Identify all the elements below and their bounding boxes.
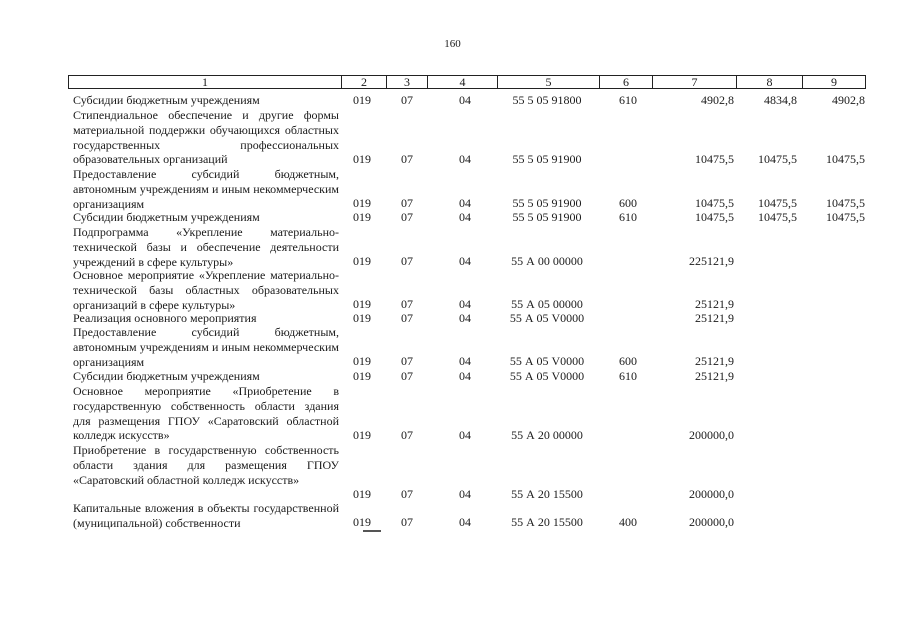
cell-subsection: 04 (459, 196, 471, 210)
cell-subsection: 04 (459, 487, 471, 501)
cell-amount-col7: 200000,0 (689, 487, 734, 501)
cell-amount-col9: 10475,5 (826, 196, 865, 210)
page-number: 160 (444, 38, 461, 50)
cell-expense-type: 400 (619, 515, 637, 529)
header-col-8: 8 (736, 76, 802, 88)
row-name: Капитальные вложения в объекты государственной (муниципальной) собственности (73, 501, 339, 530)
cell-amount-col8: 10475,5 (758, 196, 797, 210)
cell-ministry: 019 (353, 297, 371, 311)
cell-section: 07 (401, 428, 413, 442)
cell-target-code: 55 5 05 91900 (512, 210, 582, 224)
cell-target-code: 55 А 05 00000 (511, 297, 583, 311)
cell-expense-type: 600 (619, 354, 637, 368)
cell-subsection: 04 (459, 515, 471, 529)
header-col-9: 9 (802, 76, 865, 88)
cell-section: 07 (401, 311, 413, 325)
cell-amount-col9: 10475,5 (826, 152, 865, 166)
cell-ministry: 019 (353, 196, 371, 210)
underline-mark (363, 530, 381, 532)
cell-ministry: 019 (353, 93, 371, 107)
row-name: Основное мероприятие «Приобретение в государственную собственность области здания для размещения ГПОУ «Саратовский областной колледж искусств» (73, 384, 339, 443)
cell-subsection: 04 (459, 354, 471, 368)
header-col-2: 2 (341, 76, 386, 88)
cell-amount-col7: 25121,9 (695, 354, 734, 368)
cell-section: 07 (401, 210, 413, 224)
cell-section: 07 (401, 354, 413, 368)
cell-amount-col7: 25121,9 (695, 311, 734, 325)
cell-amount-col7: 25121,9 (695, 297, 734, 311)
cell-ministry: 019 (353, 515, 371, 529)
cell-target-code: 55 5 05 91900 (512, 196, 582, 210)
cell-subsection: 04 (459, 428, 471, 442)
cell-subsection: 04 (459, 311, 471, 325)
cell-ministry: 019 (353, 354, 371, 368)
cell-section: 07 (401, 93, 413, 107)
cell-expense-type: 610 (619, 210, 637, 224)
row-name: Субсидии бюджетным учреждениям (73, 93, 260, 107)
header-col-7: 7 (652, 76, 736, 88)
row-name: Субсидии бюджетным учреждениям (73, 369, 260, 383)
cell-target-code: 55 А 05 V0000 (509, 311, 585, 325)
cell-target-code: 55 А 20 00000 (511, 428, 583, 442)
header-col-1: 1 (202, 75, 208, 89)
cell-section: 07 (401, 369, 413, 383)
cell-amount-col9: 10475,5 (826, 210, 865, 224)
cell-ministry: 019 (353, 428, 371, 442)
cell-amount-col8: 10475,5 (758, 152, 797, 166)
header-col-5: 5 (497, 76, 599, 88)
cell-subsection: 04 (459, 297, 471, 311)
cell-ministry: 019 (353, 210, 371, 224)
cell-ministry: 019 (353, 487, 371, 501)
cell-subsection: 04 (459, 210, 471, 224)
cell-subsection: 04 (459, 254, 471, 268)
cell-target-code: 55 А 05 V0000 (509, 354, 585, 368)
cell-section: 07 (401, 297, 413, 311)
row-name: Предоставление субсидий бюджетным, автономным учреждениям и иным некоммерческим организациям (73, 167, 339, 211)
cell-section: 07 (401, 487, 413, 501)
cell-target-code: 55 5 05 91800 (512, 93, 582, 107)
cell-amount-col7: 200000,0 (689, 515, 734, 529)
cell-target-code: 55 А 20 15500 (511, 487, 583, 501)
cell-ministry: 019 (353, 254, 371, 268)
header-col-3: 3 (386, 76, 427, 88)
cell-subsection: 04 (459, 93, 471, 107)
cell-expense-type: 610 (619, 369, 637, 383)
row-name: Подпрограмма «Укрепление материально-технической базы и обеспечение деятельности учреждений в сфере культуры» (73, 225, 339, 269)
cell-target-code: 55 А 20 15500 (511, 515, 583, 529)
cell-section: 07 (401, 196, 413, 210)
cell-expense-type: 600 (619, 196, 637, 210)
row-name: Приобретение в государственную собственность области здания для размещения ГПОУ «Саратовский областной колледж искусств» (73, 443, 339, 487)
cell-section: 07 (401, 152, 413, 166)
cell-target-code: 55 5 05 91900 (512, 152, 582, 166)
cell-ministry: 019 (353, 311, 371, 325)
cell-amount-col7: 25121,9 (695, 369, 734, 383)
cell-amount-col7: 225121,9 (689, 254, 734, 268)
cell-amount-col8: 10475,5 (758, 210, 797, 224)
cell-amount-col9: 4902,8 (832, 93, 865, 107)
cell-amount-col8: 4834,8 (764, 93, 797, 107)
cell-section: 07 (401, 515, 413, 529)
cell-expense-type: 610 (619, 93, 637, 107)
header-col-6: 6 (599, 76, 652, 88)
header-col-4: 4 (427, 76, 497, 88)
cell-amount-col7: 10475,5 (695, 196, 734, 210)
cell-subsection: 04 (459, 152, 471, 166)
row-name: Субсидии бюджетным учреждениям (73, 210, 260, 224)
cell-amount-col7: 10475,5 (695, 210, 734, 224)
cell-amount-col7: 200000,0 (689, 428, 734, 442)
cell-amount-col7: 4902,8 (701, 93, 734, 107)
cell-section: 07 (401, 254, 413, 268)
row-name: Основное мероприятие «Укрепление материально-технической базы областных образовательных организаций в сфере культуры» (73, 268, 339, 312)
row-name: Предоставление субсидий бюджетным, автономным учреждениям и иным некоммерческим организациям (73, 325, 339, 369)
cell-amount-col7: 10475,5 (695, 152, 734, 166)
table-header (68, 75, 866, 89)
cell-target-code: 55 А 00 00000 (511, 254, 583, 268)
row-name: Стипендиальное обеспечение и другие формы материальной поддержки обучающихся областных государственных профессиональных образовательных организаций (73, 108, 339, 167)
cell-ministry: 019 (353, 369, 371, 383)
row-name: Реализация основного мероприятия (73, 311, 257, 325)
cell-ministry: 019 (353, 152, 371, 166)
cell-subsection: 04 (459, 369, 471, 383)
cell-target-code: 55 А 05 V0000 (509, 369, 585, 383)
